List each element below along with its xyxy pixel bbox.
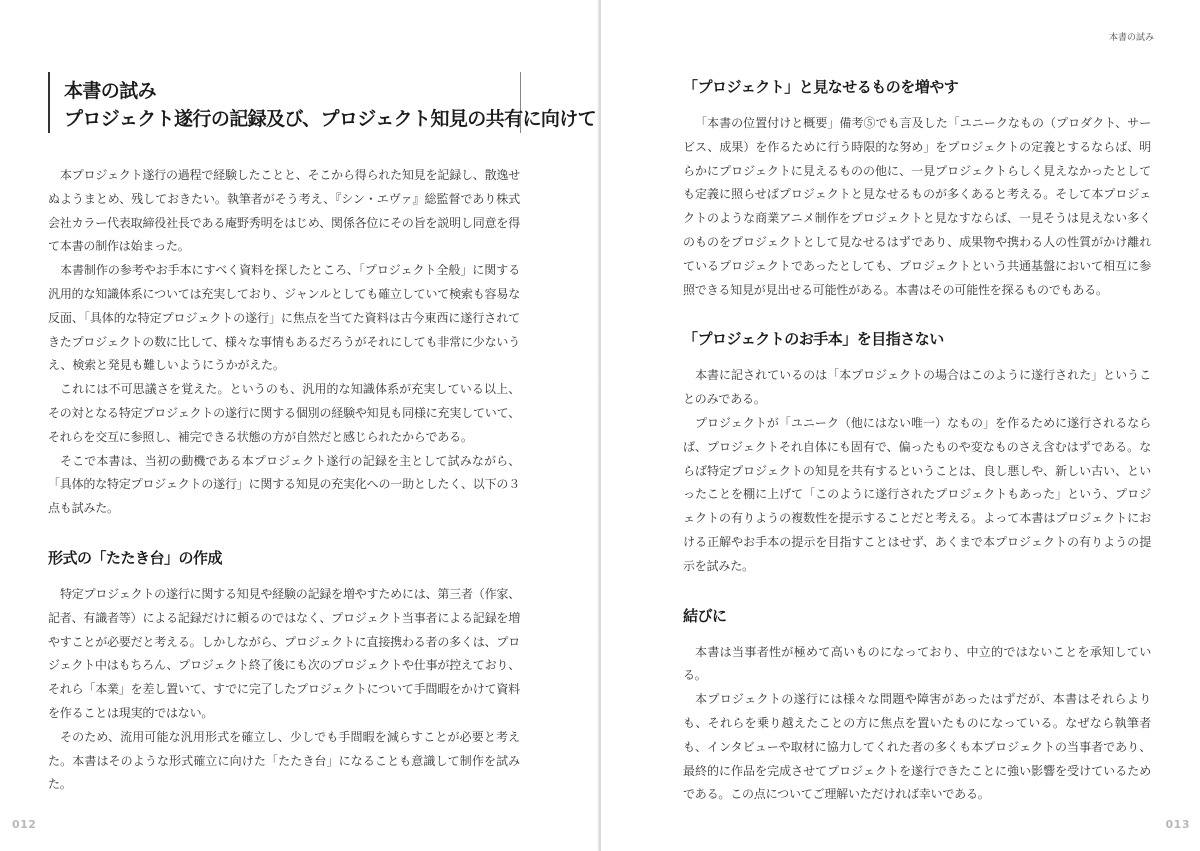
left-column xyxy=(48,164,520,797)
section-paragraph: 本プロジェクトの遂行には様々な問題や障害があったはずだが、本書はそれらよりも、それらを乗り越えたことの方に焦点を置いたものになっている。なぜなら執筆者も、インタビューや取材に協力してくれた者の多くも本プロジェクトの当事者であり、最終的に作品を完成させてプロジェクトを遂行できたことに強い影響を受けているためである。この点についてご理解いただければ幸いである。 xyxy=(683,692,1151,802)
section-paragraph: プロジェクトが「ユニーク（他にはない唯一）なもの」を作るために遂行されるならば、プロジェクトそれ自体にも固有で、偏ったものや変なものさえ含むはずである。ならば特定プロジェクトの知見を共有するということは、良し悪しや、新しい古い、といったことを棚に上げて「このように遂行されたプロジェクトもあった」という、プロジェクトの有りようの複数性を提示することだと考える。よって本書はプロジェクトにおける正解やお手本の提示を目指すことはせず、あくまで本プロジェクトの有りようの提示を試みた。 xyxy=(683,415,1151,573)
section-paragraph: 本書は当事者性が極めて高いものになっており、中立的ではないことを承知している。 xyxy=(683,644,1151,683)
section-paragraph: そのため、流用可能な汎用形式を確立し、少しでも手間暇を減らすことが必要と考えた。本書はそのような形式確立に向けた「たたき台」になることも意識して制作を試みた。 xyxy=(48,729,520,792)
section-heading-format: 形式の「たたき台」の作成 xyxy=(48,548,223,567)
section-heading-model: 「プロジェクトのお手本」を目指さない xyxy=(683,330,944,349)
intro-paragraph: 本プロジェクト遂行の過程で経験したことと、そこから得られた知見を記録し、散逸せぬようまとめ、残しておきたい。執筆者がそう考え、『シン・エヴァ』総監督であり株式会社カラー代表取締役社長である庵野秀明をはじめ、関係各位にその旨を説明し同意を得て本書の制作は始まった。 xyxy=(48,168,520,254)
left-page xyxy=(0,0,599,851)
page-title: 本書の試み xyxy=(64,80,157,102)
title-block xyxy=(48,72,597,133)
section-paragraph: 本書に記されているのは「本プロジェクトの場合はこのように遂行された」ということのみである。 xyxy=(683,368,1151,407)
section-heading-increase: 「プロジェクト」と見なせるものを増やす xyxy=(683,78,959,96)
intro-paragraph: そこで本書は、当初の動機である本プロジェクト遂行の記録を主として試みながら、「具体的な特定プロジェクトの遂行」に関する知見の充実化への一助としたく、以下の３点も試みた。 xyxy=(48,453,520,516)
page-subtitle: プロジェクト遂行の記録及び、プロジェクト知見の共有に向けて xyxy=(64,108,597,130)
section-paragraph: 「本書の位置付けと概要」備考⑤でも言及した「ユニークなもの（プロダクト、サービス、成果）を作るために行う時限的な努め」をプロジェクトの定義とするならば、明らかにプロジェクトに見えるものの他に、一見プロジェクトらしく見えなかったとしても定義に照らせばプロジェクトと見なせるものが多くあると考える。そして本プロジェクトのような商業アニメ制作をプロジェクトと見なすならば、一見そうは見えない多くのものをプロジェクトとして見なせるはずであり、成果物や携わる人の性質がかけ離れているプロジェクトであったとしても、プロジェクトという共通基盤において相互に参照できる知見が見出せる可能性がある。本書はその可能性を探るものでもある。 xyxy=(683,116,1151,297)
page-number-right: 013 xyxy=(1165,818,1190,831)
running-head: 本書の試み xyxy=(1108,33,1154,43)
intro-paragraph: 本書制作の参考やお手本にすべく資料を探したところ、「プロジェクト全般」に関する汎用的な知識体系については充実しており、ジャンルとしても確立していて検索も容易な反面、「具体的な特定プロジェクトの遂行」に焦点を当てた資料は古今東西に遂行されてきたプロジェクトの数に比して、様々な事情もあるだろうがそれにしても非常に少ないうえ、検索と発見も難しいようにうかがえた。 xyxy=(48,263,520,373)
section-paragraph: 特定プロジェクトの遂行に関する知見や経験の記録を増やすためには、第三者（作家、記者、有識者等）による記録だけに頼るのではなく、プロジェクト当事者による記録を増やすことが必要だと考える。しかしながら、プロジェクトに直接携わる者の多くは、プロジェクト中はもちろん、プロジェクト終了後にも次のプロジェクトや仕事が控えており、それら「本業」を差し置いて、すでに完了したプロジェクトについて手間暇をかけて資料を作ることは現実的ではない。 xyxy=(48,586,521,720)
right-column xyxy=(683,76,1151,807)
section-heading-conclusion: 結びに xyxy=(683,606,727,625)
intro-paragraph: これには不可思議さを覚えた。というのも、汎用的な知識体系が充実している以上、その対となる特定プロジェクトの遂行に関する個別の経験や知見も同様に充実していて、それらを交互に参照し、補完できる状態の方が自然だと感じられたからである。 xyxy=(48,382,520,444)
page-number-left: 012 xyxy=(12,818,37,831)
